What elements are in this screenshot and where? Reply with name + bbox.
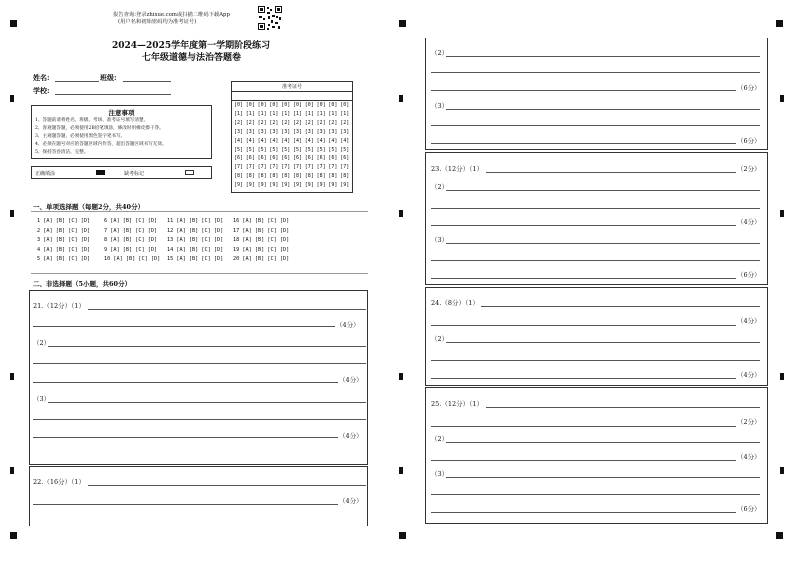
answer-line[interactable] [431, 125, 760, 126]
exam-id-bubble[interactable]: [6] [281, 155, 291, 162]
q22-continued-box [425, 38, 768, 150]
exam-id-bubble[interactable]: [7] [293, 164, 303, 171]
answer-line[interactable] [431, 360, 760, 361]
exam-id-bubble[interactable]: [7] [328, 164, 338, 171]
exam-id-bubbles[interactable] [234, 102, 352, 192]
q23-p1-score: （2分） [737, 165, 761, 173]
q25-answer-box [425, 387, 768, 524]
exam-id-bubble[interactable]: [0] [257, 102, 267, 108]
q24-answer-box [425, 287, 768, 386]
exam-id-bubble[interactable]: [2] [245, 119, 255, 126]
notice-item: 4、必须在题号对应的答题区域内作答，超出答题区域书写无效。 [35, 142, 167, 147]
answer-line[interactable] [486, 172, 736, 173]
notice-item: 5、保持答卷清洁、完整。 [35, 150, 89, 155]
answer-line[interactable] [446, 342, 760, 343]
exam-id-bubble[interactable]: [9] [293, 182, 303, 189]
exam-id-bubble[interactable]: [9] [257, 182, 267, 189]
exam-id-bubble[interactable]: [4] [281, 137, 291, 144]
exam-id-bubble[interactable]: [0] [304, 102, 314, 108]
exam-id-bubble[interactable]: [7] [340, 164, 350, 171]
exam-id-bubble[interactable]: [1] [340, 110, 350, 117]
answer-line[interactable] [431, 512, 736, 513]
exam-id-bubble[interactable]: [1] [316, 110, 326, 117]
q23-answer-box [425, 152, 768, 285]
exam-id-bubble[interactable]: [4] [340, 137, 350, 144]
exam-id-bubble[interactable]: [5] [328, 146, 338, 153]
exam-id-bubble[interactable]: [7] [316, 164, 326, 171]
exam-id-bubble[interactable]: [4] [245, 137, 255, 144]
school-field[interactable] [55, 94, 171, 95]
answer-line[interactable] [431, 494, 760, 495]
mc-question[interactable]: 14 [A] [B] [C] [D] [167, 246, 224, 253]
class-field[interactable] [123, 81, 171, 82]
exam-id-bubble[interactable]: [4] [257, 137, 267, 144]
absent-mark-label: 缺考标记 [124, 171, 145, 177]
exam-id-bubble[interactable]: [8] [316, 173, 326, 180]
exam-id-bubble[interactable]: [2] [304, 119, 314, 126]
exam-id-bubble[interactable]: [6] [269, 155, 279, 162]
exam-id-bubble[interactable]: [6] [234, 155, 244, 162]
exam-id-bubble[interactable]: [6] [245, 155, 255, 162]
q25-p2: （2） [431, 435, 449, 443]
correct-fill-label: 正确填涂 [35, 171, 56, 177]
mc-answer-grid [37, 218, 337, 268]
answer-line[interactable] [446, 190, 760, 191]
notice-item: 3、主观题答题，必须使用黑色签字笔书写。 [35, 134, 126, 139]
q25-head: 25.（12分）（1） [431, 400, 483, 408]
qr-code-icon [257, 5, 283, 31]
exam-id-bubble[interactable]: [9] [340, 182, 350, 189]
answer-line[interactable] [446, 243, 760, 244]
q21-answer-box [29, 290, 368, 465]
exam-id-bubble[interactable]: [1] [257, 110, 267, 117]
exam-id-bubble[interactable]: [2] [281, 119, 291, 126]
exam-id-bubble[interactable]: [9] [281, 182, 291, 189]
exam-id-bubble[interactable]: [3] [245, 128, 255, 135]
q25-p3: （3） [431, 470, 449, 478]
answer-line[interactable] [33, 382, 338, 383]
exam-id-bubble[interactable]: [5] [245, 146, 255, 153]
exam-id-bubble[interactable]: [7] [269, 164, 279, 171]
exam-id-bubble[interactable]: [6] [257, 155, 267, 162]
exam-id-bubble[interactable]: [3] [234, 128, 244, 135]
q25-p1-score: （2分） [737, 418, 761, 426]
exam-id-bubble[interactable]: [8] [234, 173, 244, 180]
mc-question[interactable]: 6 [A] [B] [C] [D] [104, 218, 158, 224]
page-subtitle: 七年级道德与法治答题卷 [142, 53, 242, 63]
answer-line[interactable] [431, 90, 736, 91]
answer-line[interactable] [88, 309, 366, 310]
answer-line[interactable] [33, 437, 338, 438]
report-note-sub: (用户名和初始密码均为准考证号) [118, 19, 197, 25]
q22-answer-box [29, 466, 368, 526]
exam-id-bubble[interactable]: [9] [316, 182, 326, 189]
answer-line[interactable] [431, 460, 736, 461]
alignment-mark [10, 532, 17, 539]
exam-id-bubble[interactable]: [1] [328, 110, 338, 117]
alignment-mark [780, 373, 784, 380]
exam-id-bubble[interactable]: [5] [316, 146, 326, 153]
q22-p2-score: （6分） [737, 84, 761, 92]
exam-id-box [231, 81, 353, 193]
exam-id-bubble[interactable]: [7] [281, 164, 291, 171]
exam-id-bubble[interactable]: [4] [234, 137, 244, 144]
q23-p3-score: （6分） [737, 271, 761, 279]
exam-id-bubble[interactable]: [5] [234, 146, 244, 153]
exam-id-bubble[interactable]: [9] [328, 182, 338, 189]
exam-id-bubble[interactable]: [9] [269, 182, 279, 189]
page-title: 2024—2025学年度第一学期阶段练习 [112, 41, 271, 51]
alignment-mark [399, 373, 403, 380]
exam-id-bubble[interactable]: [5] [257, 146, 267, 153]
mc-question[interactable]: 3 [A] [B] [C] [D] [37, 237, 91, 243]
answer-line[interactable] [431, 378, 736, 379]
exam-id-bubble[interactable]: [2] [257, 119, 267, 126]
mc-question[interactable]: 18 [A] [B] [C] [D] [233, 237, 290, 243]
exam-id-bubble[interactable]: [3] [340, 128, 350, 135]
alignment-mark [399, 95, 403, 102]
exam-id-bubble[interactable]: [1] [304, 110, 314, 117]
exam-id-bubble[interactable]: [3] [257, 128, 267, 135]
exam-id-bubble[interactable]: [5] [293, 146, 303, 153]
name-label: 姓名: [33, 73, 50, 82]
exam-id-bubble[interactable]: [8] [257, 173, 267, 180]
answer-line[interactable] [431, 208, 760, 209]
answer-line[interactable] [33, 326, 335, 327]
exam-id-bubble[interactable]: [8] [328, 173, 338, 180]
exam-id-bubble[interactable]: [7] [245, 164, 255, 171]
exam-id-bubble[interactable]: [9] [304, 182, 314, 189]
mc-question[interactable]: 13 [A] [B] [C] [D] [167, 237, 224, 243]
q22-head: 22.（16分）（1） [33, 478, 85, 486]
q21-p2: （2） [33, 339, 51, 347]
answer-line[interactable] [446, 442, 760, 443]
mc-question[interactable]: 12 [A] [B] [C] [D] [167, 227, 224, 234]
mc-question[interactable]: 15 [A] [B] [C] [D] [167, 256, 224, 262]
answer-line[interactable] [33, 504, 338, 505]
alignment-mark [780, 210, 784, 217]
exam-id-bubble[interactable]: [3] [293, 128, 303, 135]
exam-id-bubble[interactable]: [4] [304, 137, 314, 144]
alignment-mark [399, 467, 403, 474]
exam-id-bubble[interactable]: [0] [328, 102, 338, 108]
exam-id-bubble[interactable]: [6] [328, 155, 338, 162]
mc-question[interactable]: 8 [A] [B] [C] [D] [104, 237, 158, 243]
exam-id-bubble[interactable]: [4] [293, 137, 303, 144]
answer-line[interactable] [88, 485, 366, 486]
exam-id-bubble[interactable]: [6] [340, 155, 350, 162]
q23-p3: （3） [431, 236, 449, 244]
alignment-mark [399, 210, 403, 217]
report-note: 报告查询:登录zhixue.com或扫描二维码下载App [113, 12, 230, 18]
notice-item: 2、客观题答题，必须使用2B铅笔填涂，修改时用橡皮擦干净。 [35, 126, 164, 131]
section1-title: 一、单项选择题（每题2分，共40分） [33, 203, 145, 211]
alignment-mark [776, 532, 783, 539]
answer-line[interactable] [446, 56, 760, 57]
q22-p1-score: （4分） [339, 497, 363, 505]
absent-mark-checkbox[interactable] [185, 170, 194, 175]
exam-id-bubble[interactable]: [0] [293, 102, 303, 108]
exam-id-bubble[interactable]: [4] [316, 137, 326, 144]
answer-line[interactable] [431, 143, 736, 144]
answer-line[interactable] [431, 225, 736, 226]
alignment-mark [780, 95, 784, 102]
q21-p3-score: （4分） [339, 432, 363, 440]
mc-question[interactable]: 5 [A] [B] [C] [D] [37, 256, 91, 262]
answer-line[interactable] [446, 109, 760, 110]
q23-p2: （2） [431, 183, 449, 191]
answer-line[interactable] [431, 325, 736, 326]
exam-id-bubble[interactable]: [1] [245, 110, 255, 117]
answer-line[interactable] [446, 477, 760, 478]
exam-id-bubble[interactable]: [0] [316, 102, 326, 108]
exam-id-bubble[interactable]: [2] [293, 119, 303, 126]
alignment-mark [10, 210, 14, 217]
exam-id-bubble[interactable]: [0] [245, 102, 255, 108]
exam-id-bubble[interactable]: [7] [304, 164, 314, 171]
exam-id-bubble[interactable]: [3] [304, 128, 314, 135]
alignment-mark [10, 373, 14, 380]
alignment-mark [399, 20, 406, 27]
q23-p2-score: （4分） [737, 218, 761, 226]
class-label: 班级: [100, 73, 117, 82]
section2-title: 二、非选择题（5小题，共60分） [33, 280, 132, 288]
exam-id-bubble[interactable]: [8] [281, 173, 291, 180]
q25-p3-score: （6分） [737, 505, 761, 513]
exam-id-bubble[interactable]: [8] [293, 173, 303, 180]
q24-p1-score: （4分） [737, 317, 761, 325]
mc-question[interactable]: 1 [A] [B] [C] [D] [37, 218, 91, 224]
exam-id-bubble[interactable]: [2] [234, 119, 244, 126]
answer-line[interactable] [48, 402, 366, 403]
answer-line[interactable] [481, 306, 760, 307]
q21-p2-score: （4分） [339, 376, 363, 384]
correct-fill-sample [96, 170, 105, 175]
exam-id-bubble[interactable]: [0] [234, 102, 244, 108]
notice-title: 注意事项 [108, 109, 135, 117]
mc-question[interactable]: 2 [A] [B] [C] [D] [37, 227, 91, 234]
exam-id-bubble[interactable]: [1] [234, 110, 244, 117]
mc-question[interactable]: 17 [A] [B] [C] [D] [233, 227, 290, 234]
notice-item: 1、答题前请将姓名、班级、考场、准考证号填写清楚。 [35, 118, 149, 123]
exam-id-bubble[interactable]: [7] [257, 164, 267, 171]
exam-id-bubble[interactable]: [3] [281, 128, 291, 135]
answer-line[interactable] [33, 419, 366, 420]
q21-head: 21.（12分）（1） [33, 302, 85, 310]
exam-id-bubble[interactable]: [9] [234, 182, 244, 189]
exam-id-bubble[interactable]: [6] [316, 155, 326, 162]
answer-line[interactable] [431, 278, 736, 279]
answer-line[interactable] [431, 260, 760, 261]
exam-id-bubble[interactable]: [3] [328, 128, 338, 135]
exam-id-bubble[interactable]: [1] [269, 110, 279, 117]
q23-head: 23.（12分）（1） [431, 165, 483, 173]
answer-line[interactable] [431, 72, 760, 73]
exam-id-bubble[interactable]: [5] [281, 146, 291, 153]
exam-id-bubble[interactable]: [2] [340, 119, 350, 126]
exam-id-bubble[interactable]: [0] [281, 102, 291, 108]
mc-question[interactable]: 20 [A] [B] [C] [D] [233, 256, 290, 262]
exam-id-bubble[interactable]: [6] [293, 155, 303, 162]
alignment-mark [780, 467, 784, 474]
mc-question[interactable]: 16 [A] [B] [C] [D] [233, 218, 290, 224]
exam-id-bubble[interactable]: [3] [269, 128, 279, 135]
mc-question[interactable]: 7 [A] [B] [C] [D] [104, 227, 158, 234]
q24-p2: （2） [431, 335, 449, 343]
exam-id-bubble[interactable]: [2] [269, 119, 279, 126]
q21-p1-score: （4分） [336, 321, 360, 329]
section-divider [31, 273, 368, 274]
exam-id-bubble[interactable]: [6] [304, 155, 314, 162]
q22-p3: （3） [431, 102, 449, 110]
answer-line[interactable] [33, 363, 366, 364]
answer-line[interactable] [486, 407, 760, 408]
fill-example-box [31, 166, 212, 179]
alignment-mark [776, 20, 783, 27]
exam-id-bubble[interactable]: [4] [328, 137, 338, 144]
alignment-mark [399, 532, 406, 539]
exam-id-bubble[interactable]: [1] [281, 110, 291, 117]
exam-id-bubble[interactable]: [8] [269, 173, 279, 180]
exam-id-bubble[interactable]: [3] [316, 128, 326, 135]
school-label: 学校: [33, 86, 50, 95]
exam-id-bubble[interactable]: [9] [245, 182, 255, 189]
alignment-mark [10, 20, 17, 27]
answer-line[interactable] [48, 346, 366, 347]
q22-p3-score: （6分） [737, 137, 761, 145]
exam-id-bubble[interactable]: [5] [304, 146, 314, 153]
notice-box [31, 105, 212, 159]
mc-question[interactable]: 9 [A] [B] [C] [D] [104, 246, 158, 253]
exam-id-title: 准考证号 [281, 84, 302, 90]
exam-id-bubble[interactable]: [0] [340, 102, 350, 108]
q24-head: 24.（8分）（1） [431, 299, 479, 307]
q22-p2: （2） [431, 49, 449, 57]
exam-id-bubble[interactable]: [5] [340, 146, 350, 153]
exam-id-bubble[interactable]: [2] [328, 119, 338, 126]
section-divider [31, 211, 368, 212]
exam-id-bubble[interactable]: [2] [316, 119, 326, 126]
mc-question[interactable]: 19 [A] [B] [C] [D] [233, 246, 290, 253]
exam-id-bubble[interactable]: [1] [293, 110, 303, 117]
q21-p3: （3） [33, 395, 51, 403]
answer-line[interactable] [431, 426, 736, 427]
exam-id-bubble[interactable]: [8] [304, 173, 314, 180]
alignment-mark [10, 95, 14, 102]
mc-question[interactable]: 11 [A] [B] [C] [D] [167, 218, 224, 224]
alignment-mark [10, 467, 14, 474]
mc-question[interactable]: 10 [A] [B] [C] [D] [104, 256, 161, 262]
exam-id-bubble[interactable]: [0] [269, 102, 279, 108]
exam-id-bubble[interactable]: [5] [269, 146, 279, 153]
name-field[interactable] [55, 81, 99, 82]
mc-question[interactable]: 4 [A] [B] [C] [D] [37, 246, 91, 253]
exam-id-bubble[interactable]: [4] [269, 137, 279, 144]
exam-id-bubble[interactable]: [7] [234, 164, 244, 171]
q24-p2-score: （4分） [737, 371, 761, 379]
exam-id-bubble[interactable]: [8] [340, 173, 350, 180]
q25-p2-score: （4分） [737, 453, 761, 461]
exam-id-bubble[interactable]: [8] [245, 173, 255, 180]
